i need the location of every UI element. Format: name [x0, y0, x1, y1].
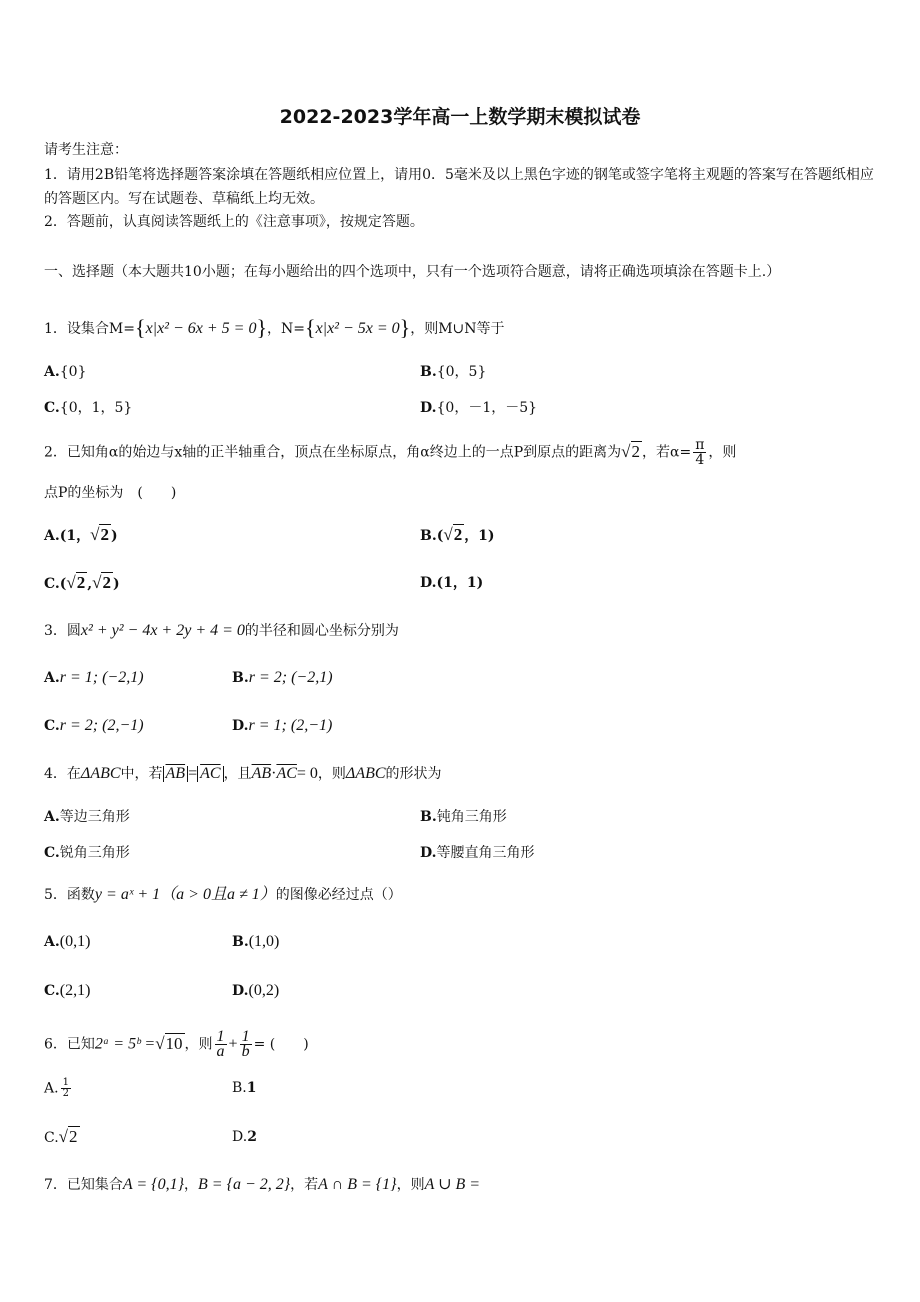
q2-option-a[interactable]: A.(1，√2 ) — [44, 525, 118, 544]
question-3: 3．圆x² + y² − 4x + 2y + 4 = 0的半径和圆心坐标分别为 — [44, 622, 399, 639]
q1-text-1: 设集合M= — [66, 321, 135, 337]
q6-option-a[interactable]: A. $\frac{1}{2}$ — [44, 1077, 69, 1099]
q5-option-c[interactable]: C.(2,1) — [44, 982, 91, 999]
q1-text-3: ，则M∪N等于 — [410, 321, 505, 337]
question-5: 5．函数y = aˣ + 1（a > 0且a ≠ 1）的图像必经过点（） — [44, 886, 402, 903]
question-2 — [44, 438, 736, 467]
q6-option-c[interactable]: C.√2 — [44, 1127, 78, 1146]
q6-option-d[interactable]: D.2 — [232, 1129, 257, 1145]
q5-option-a[interactable]: A.(0,1) — [44, 933, 91, 950]
q1-text-2: ，N= — [267, 321, 305, 337]
question-4: 4．在ΔABC中，若 $\overline{AB} = \overline{AC}$ ，且$\overline{AB}\cdot\overline{AC}= 0$，则ΔABC的形状为 — [44, 765, 442, 782]
q4-option-c[interactable]: C.锐角三角形 — [44, 845, 130, 861]
q6-option-b[interactable]: B.1 — [232, 1080, 257, 1096]
question-6: 6．已知2ᵃ = 5ᵇ =√10 ，则 $\frac{1}{a}$ + $\frac{1}{b}$ = ( ) — [44, 1028, 309, 1060]
q2-number: 2． — [44, 444, 67, 461]
page-title: 2022-2023学年高一上数学期末模拟试卷 — [279, 106, 641, 128]
section-heading: 一、选择题（本大题共10小题；在每小题给出的四个选项中，只有一个选项符合题意，请将正确选项填涂在答题卡上.） — [44, 264, 781, 280]
q2-fraction: $\frac{\pi}{4}$ — [695, 437, 705, 468]
q1-set-m: x|x² − 6x + 5 = 0 — [145, 320, 257, 337]
notice-item-2: 2．答题前，认真阅读答题纸上的《注意事项》，按规定答题。 — [44, 214, 424, 230]
q1-option-d[interactable]: D.{0，－1，－5} — [420, 400, 538, 416]
question-1: 1．设集合M={x|x² − 6x + 5 = 0}，N={x|x² − 5x = 0}，则M∪N等于 — [44, 315, 505, 340]
q3-option-b[interactable]: B.r = 2; (−2,1) — [232, 669, 333, 686]
q2-text-1: 已知角α的始边与x轴的正半轴重合，顶点在坐标原点，角α终边上的一点P到原点的距离为 — [66, 444, 622, 461]
q1-option-b[interactable]: B.{0，5} — [420, 364, 487, 380]
notice-item-1: 1．请用2B铅笔将选择题答案涂填在答题纸相应位置上，请用0．5毫米及以上黑色字迹的钢笔或签字笔将主观题的答案写在答题纸相应的答题区内。写在试题卷、草稿纸上均无效。 — [44, 167, 874, 207]
notice-heading: 请考生注意： — [44, 142, 128, 158]
q2-option-b[interactable]: B.(√2 ，1) — [420, 525, 495, 544]
q2-text-3: ，则 — [708, 444, 737, 461]
q1-number: 1． — [44, 321, 67, 337]
q4-option-b[interactable]: B.钝角三角形 — [420, 809, 507, 825]
q1-option-a[interactable]: A.{0} — [44, 364, 87, 380]
q3-option-a[interactable]: A.r = 1; (−2,1) — [44, 669, 144, 686]
q1-option-c[interactable]: C.{0，1，5} — [44, 400, 133, 416]
q5-option-d[interactable]: D.(0,2) — [232, 982, 280, 999]
q2-line-2: 点P的坐标为 ( ) — [44, 485, 177, 501]
q5-option-b[interactable]: B.(1,0) — [232, 933, 280, 950]
q2-text-2: ，若α= — [642, 444, 692, 461]
q4-option-d[interactable]: D.等腰直角三角形 — [420, 845, 535, 861]
q3-equation: x² + y² − 4x + 2y + 4 = 0 — [80, 622, 245, 639]
q3-option-c[interactable]: C.r = 2; (2,−1) — [44, 717, 144, 734]
q2-sqrt: √2 — [621, 441, 640, 461]
question-7: 7．已知集合A = {0,1}，B = {a − 2, 2}，若A ∩ B = {1}，则A ∪ B = — [44, 1176, 481, 1193]
q2-option-c[interactable]: C.(√2 ,√2 ) — [44, 573, 120, 592]
q1-set-n: x|x² − 5x = 0 — [315, 320, 400, 337]
q2-option-d[interactable]: D.(1，1) — [420, 575, 484, 591]
q4-option-a[interactable]: A.等边三角形 — [44, 809, 130, 825]
q3-option-d[interactable]: D.r = 1; (2,−1) — [232, 717, 333, 734]
